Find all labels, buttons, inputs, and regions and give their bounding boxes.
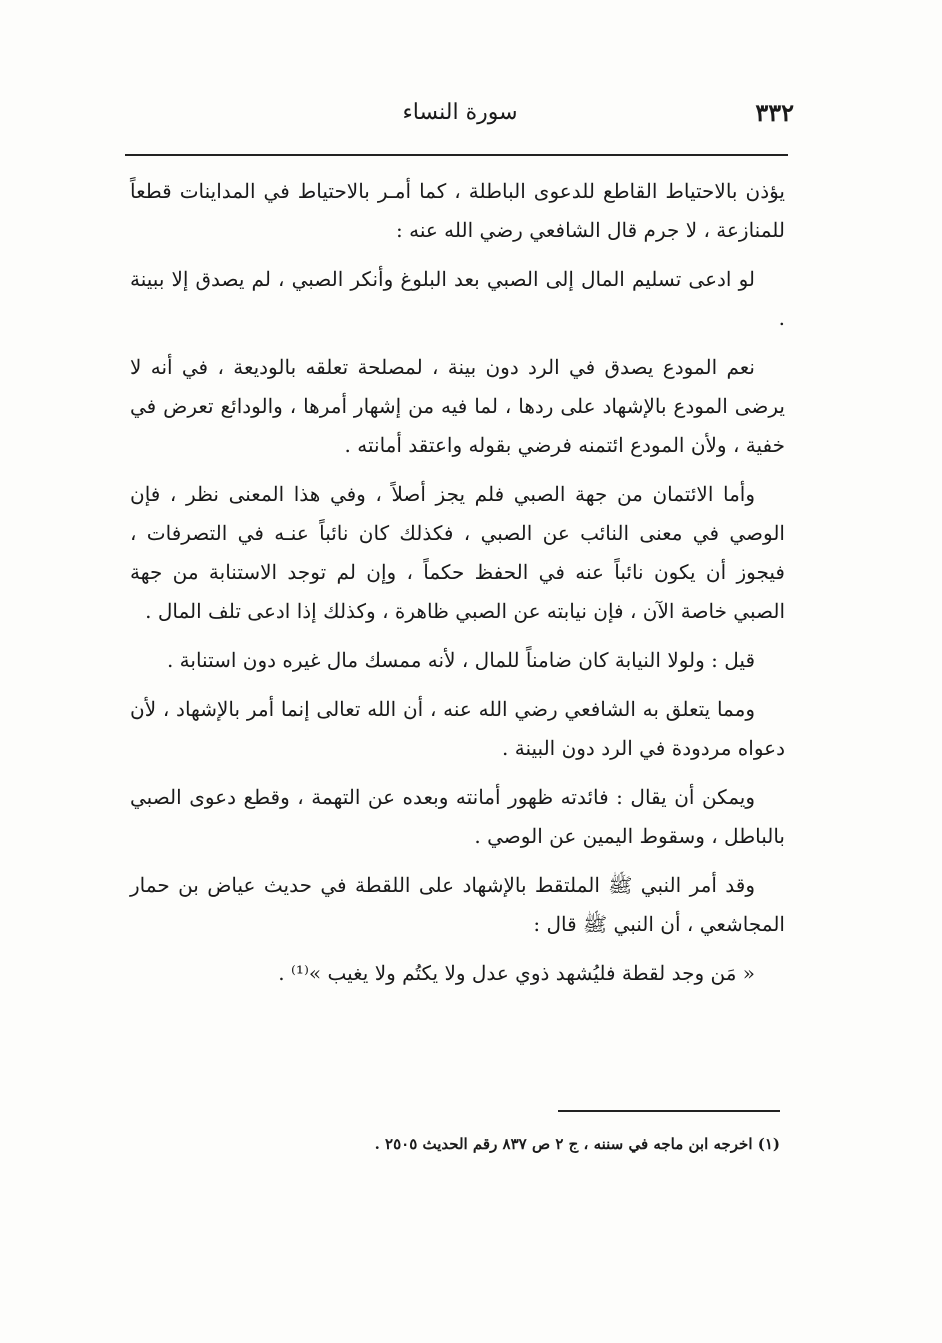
page-number: ٣٣٢ xyxy=(755,98,794,127)
page-header xyxy=(120,98,800,138)
paragraph: يؤذن بالاحتياط القاطع للدعوى الباطلة ، كما أمـر بالاحتياط في المداينات قطعاً للمنازعة ، لا جرم قال الشافعي رضي الله عنه : xyxy=(130,179,785,242)
paragraph: لو ادعى تسليم المال إلى الصبي بعد البلوغ وأنكر الصبي ، لم يصدق إلا ببينة . xyxy=(130,267,785,330)
paragraph: ومما يتعلق به الشافعي رضي الله عنه ، أن الله تعالى إنما أمر بالإشهاد ، لأن دعواه مردودة في الرد دون البينة . xyxy=(130,697,785,760)
paragraph: وقد أمر النبي ﷺ الملتقط بالإشهاد على اللقطة في حديث عياض بن حمار المجاشعي ، أن النبي ﷺ قال : xyxy=(130,873,785,936)
paragraph: نعم المودع يصدق في الرد دون بينة ، لمصلحة تعلقه بالوديعة ، في أنه لا يرضى المودع بالإشهاد على ردها ، لما فيه من إشهار أمرها ، والودائع تعرض في خفية ، ولأن المودع ائتمنه فرضي بقوله واعتقد أمانته . xyxy=(130,355,785,457)
header-divider xyxy=(125,154,788,156)
surah-title: سورة النساء xyxy=(402,100,518,125)
hadith-quote: « مَن وجد لقطة فليُشهد ذوي عدل ولا يكتُم ولا يغيب »⁽¹⁾ . xyxy=(278,961,755,985)
footnote-divider xyxy=(558,1110,780,1112)
footnote: (١) اخرجه ابن ماجه في سننه ، ج ٢ ص ٨٣٧ رقم الحديث ٢٥٠٥ . xyxy=(374,1135,780,1153)
paragraph: ويمكن أن يقال : فائدته ظهور أمانته وبعده عن التهمة ، وقطع دعوى الصبي بالباطل ، وسقوط اليمين عن الوصي . xyxy=(130,785,785,848)
paragraph: وأما الائتمان من جهة الصبي فلم يجز أصلاً ، وفي هذا المعنى نظر ، فإن الوصي في معنى النائب عن الصبي ، فكذلك كان نائباً عنـه في التصرفات ، فيجوز أن يكون نائباً عنه في الحفظ حكماً ، وإن لم توجد الاستنابة من جهة الصبي خاصة الآن ، فإن نيابته عن الصبي ظاهرة ، وكذلك إذا ادعى تلف المال . xyxy=(130,482,785,623)
main-text xyxy=(130,172,785,1003)
paragraph: قيل : ولولا النيابة كان ضامناً للمال ، لأنه ممسك مال غيره دون استنابة . xyxy=(166,648,755,672)
